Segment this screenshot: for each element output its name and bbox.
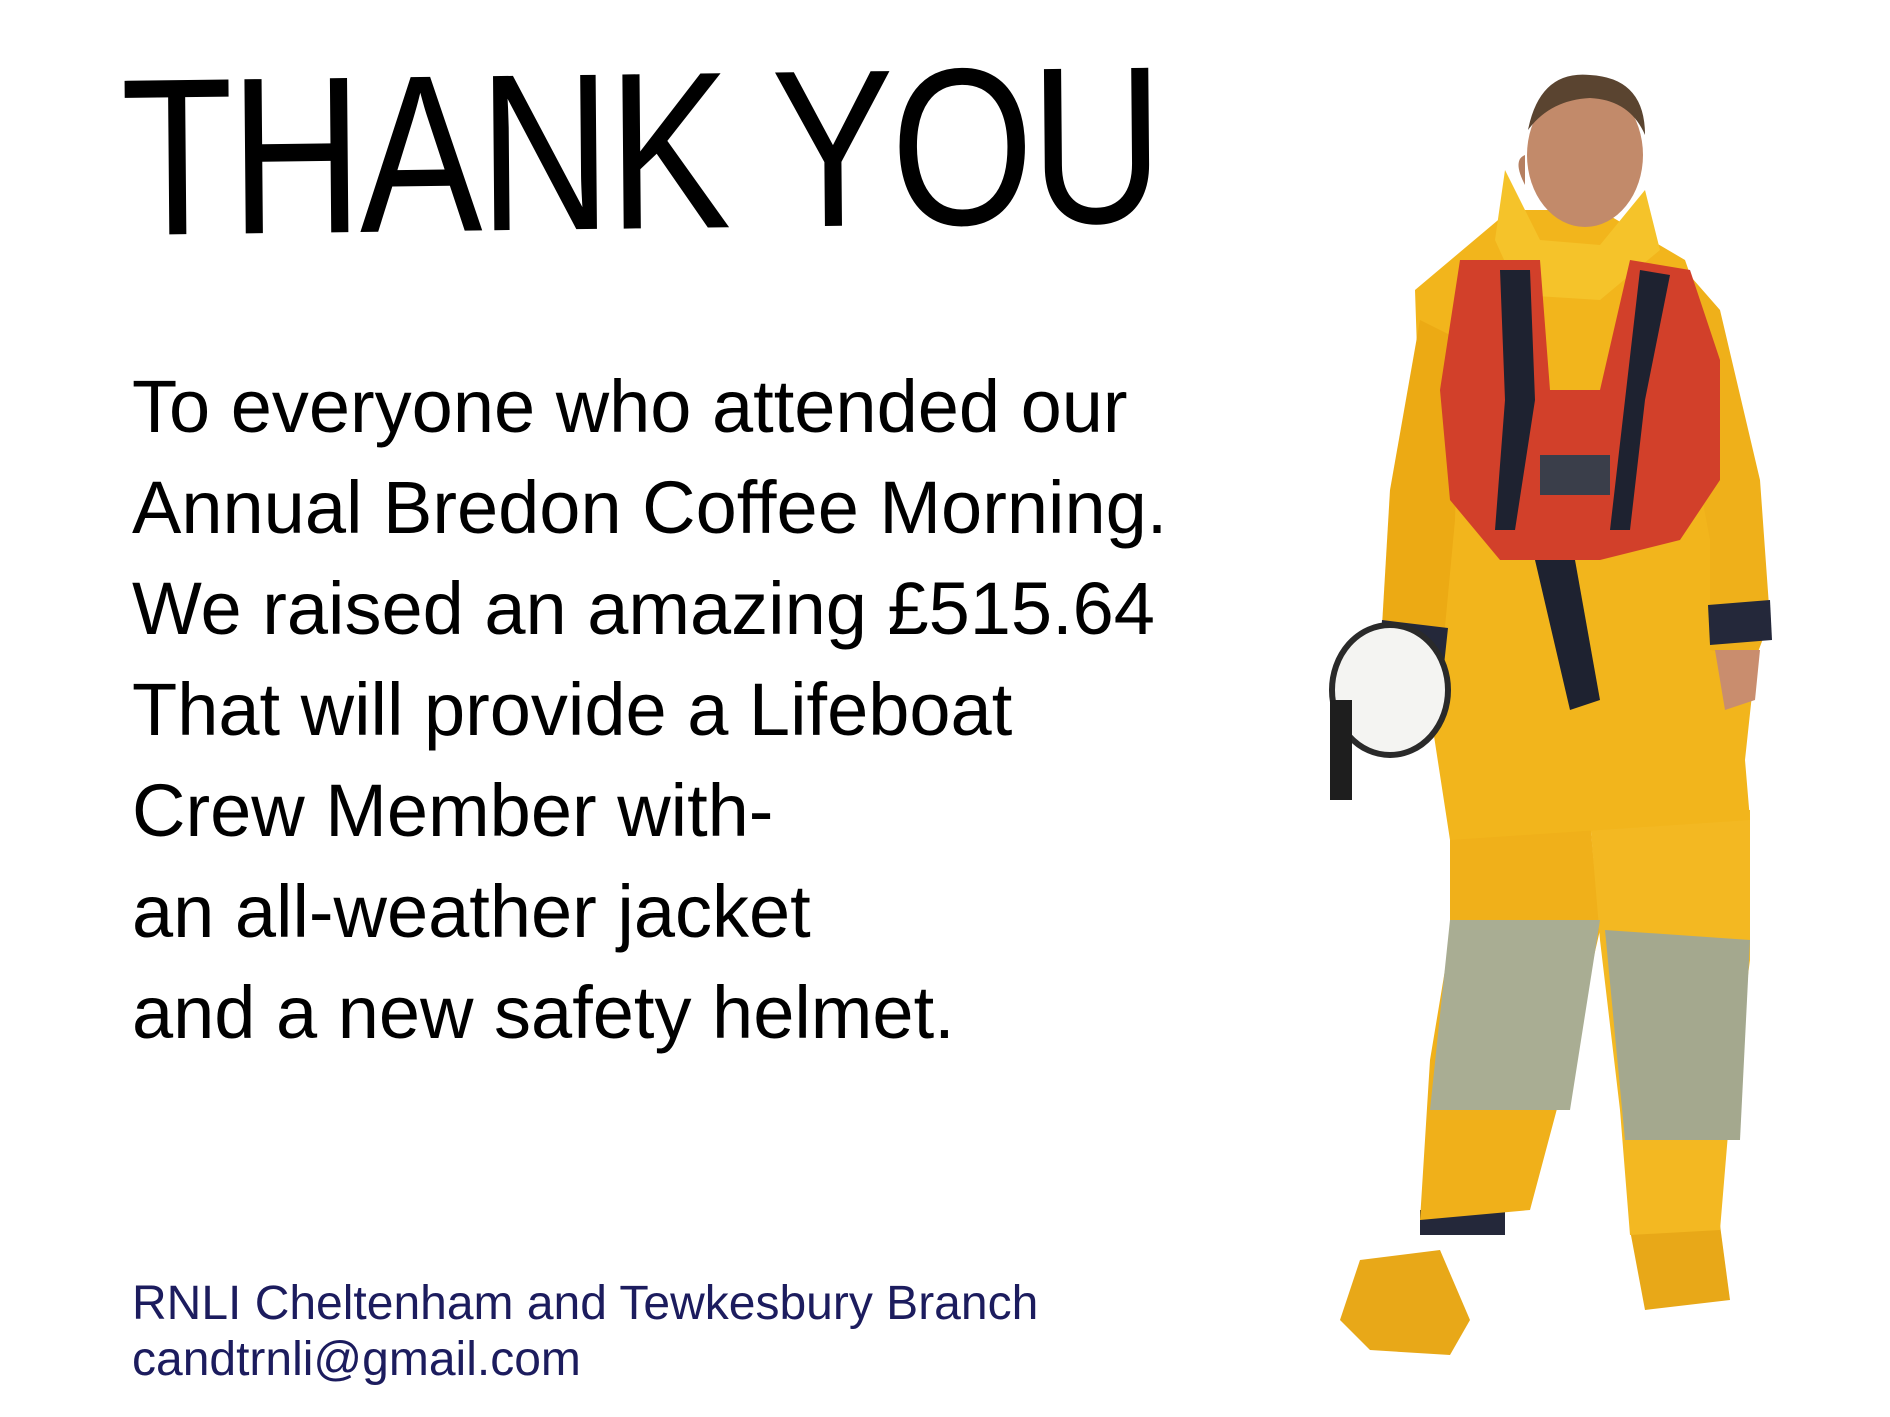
message-line: and a new safety helmet. xyxy=(132,971,955,1054)
harness-buckle xyxy=(1540,455,1610,495)
left-knee-patch xyxy=(1430,920,1600,1110)
branch-email: candtrnli@gmail.com xyxy=(132,1333,581,1386)
right-cuff xyxy=(1708,600,1772,645)
message-line: That will provide a Lifeboat xyxy=(132,668,1013,751)
ear xyxy=(1519,155,1526,185)
helmet-visor-clip xyxy=(1330,700,1352,800)
thank-you-message xyxy=(132,356,1342,1063)
message-line: We raised an amazing £515.64 xyxy=(132,567,1155,650)
crew-member-photo xyxy=(1300,60,1880,1380)
branch-name: RNLI Cheltenham and Tewkesbury Branch xyxy=(132,1277,1039,1330)
left-boot xyxy=(1340,1250,1470,1355)
message-line: Annual Bredon Coffee Morning. xyxy=(132,466,1168,549)
message-line: To everyone who attended our xyxy=(132,365,1128,448)
headline: THANK YOU xyxy=(120,19,1161,283)
message-line: Crew Member with- xyxy=(132,769,774,852)
right-boot xyxy=(1630,1225,1730,1310)
crew-member-illustration xyxy=(1300,60,1880,1380)
right-knee-patch xyxy=(1605,930,1750,1140)
message-line: an all-weather jacket xyxy=(132,870,811,953)
branch-footer xyxy=(132,1276,1192,1388)
